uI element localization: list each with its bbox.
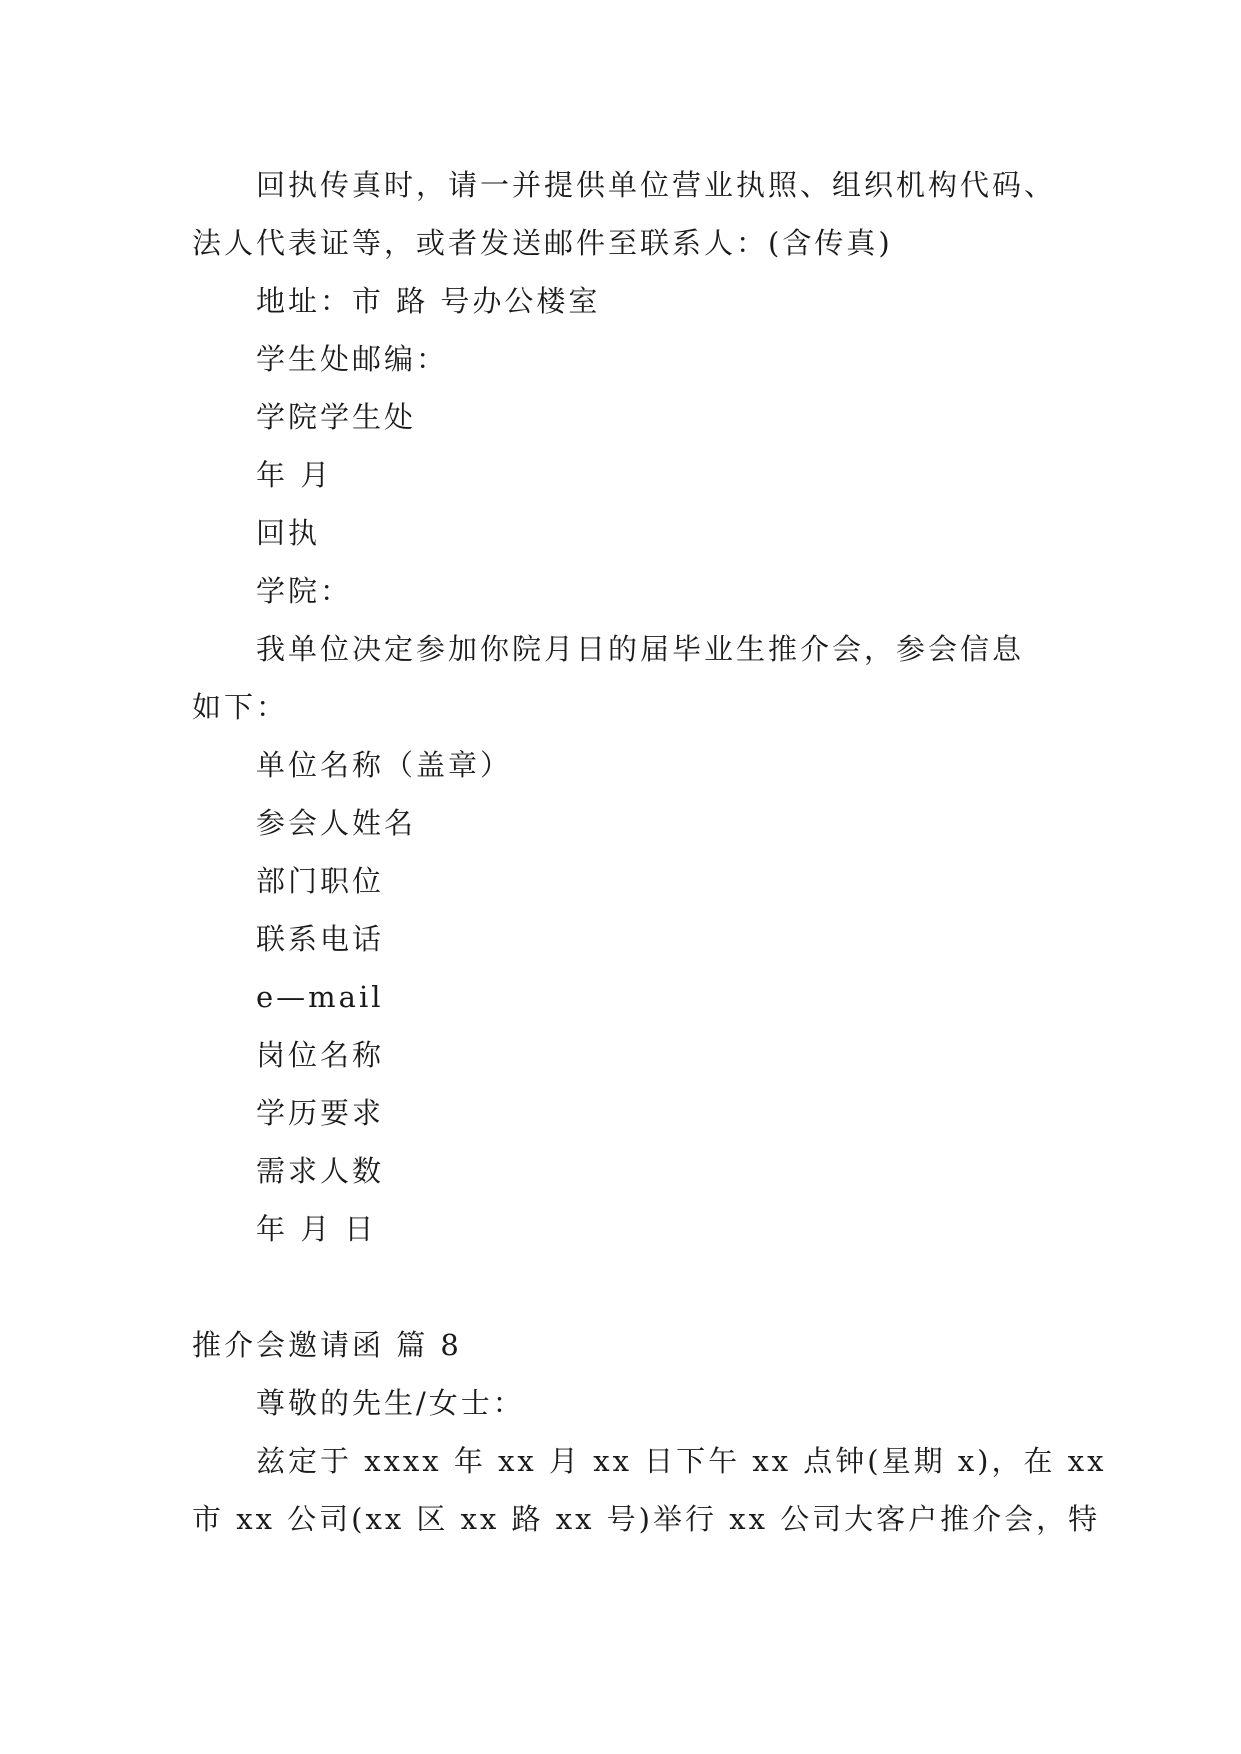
form-field-label: 需求人数 bbox=[256, 1154, 385, 1188]
form-field-label: 部门职位 bbox=[256, 864, 385, 898]
paragraph-line: 我单位决定参加你院月日的届毕业生推介会，参会信息 bbox=[256, 632, 1025, 666]
receipt-title: 回执 bbox=[256, 516, 321, 550]
date-line: 年 月 bbox=[256, 458, 333, 492]
section-title: 推介会邀请函 篇 8 bbox=[192, 1328, 462, 1362]
paragraph-line: 如下： bbox=[192, 690, 289, 724]
form-field-label: 联系电话 bbox=[256, 922, 385, 956]
paragraph-line: 回执传真时，请一并提供单位营业执照、组织机构代码、 bbox=[256, 168, 1057, 202]
form-field-label: 岗位名称 bbox=[256, 1038, 385, 1072]
department-line: 学院学生处 bbox=[256, 400, 417, 434]
paragraph-line: 法人代表证等，或者发送邮件至联系人：(含传真) bbox=[192, 226, 893, 260]
college-line: 学院： bbox=[256, 574, 353, 608]
postcode-line: 学生处邮编： bbox=[256, 342, 449, 376]
form-field-label: e—mail bbox=[256, 980, 384, 1014]
paragraph-line: 兹定于 xxxx 年 xx 月 xx 日下午 xx 点钟(星期 x)，在 xx bbox=[256, 1444, 1107, 1478]
form-field-label: 参会人姓名 bbox=[256, 806, 417, 840]
date-line: 年 月 日 bbox=[256, 1212, 377, 1246]
form-field-label: 学历要求 bbox=[256, 1096, 385, 1130]
address-line: 地址：市 路 号办公楼室 bbox=[256, 284, 601, 318]
greeting-line: 尊敬的先生/女士： bbox=[256, 1386, 525, 1420]
paragraph-line: 市 xx 公司(xx 区 xx 路 xx 号)举行 xx 公司大客户推介会，特 bbox=[192, 1502, 1101, 1536]
form-field-label: 单位名称（盖章） bbox=[256, 748, 513, 782]
